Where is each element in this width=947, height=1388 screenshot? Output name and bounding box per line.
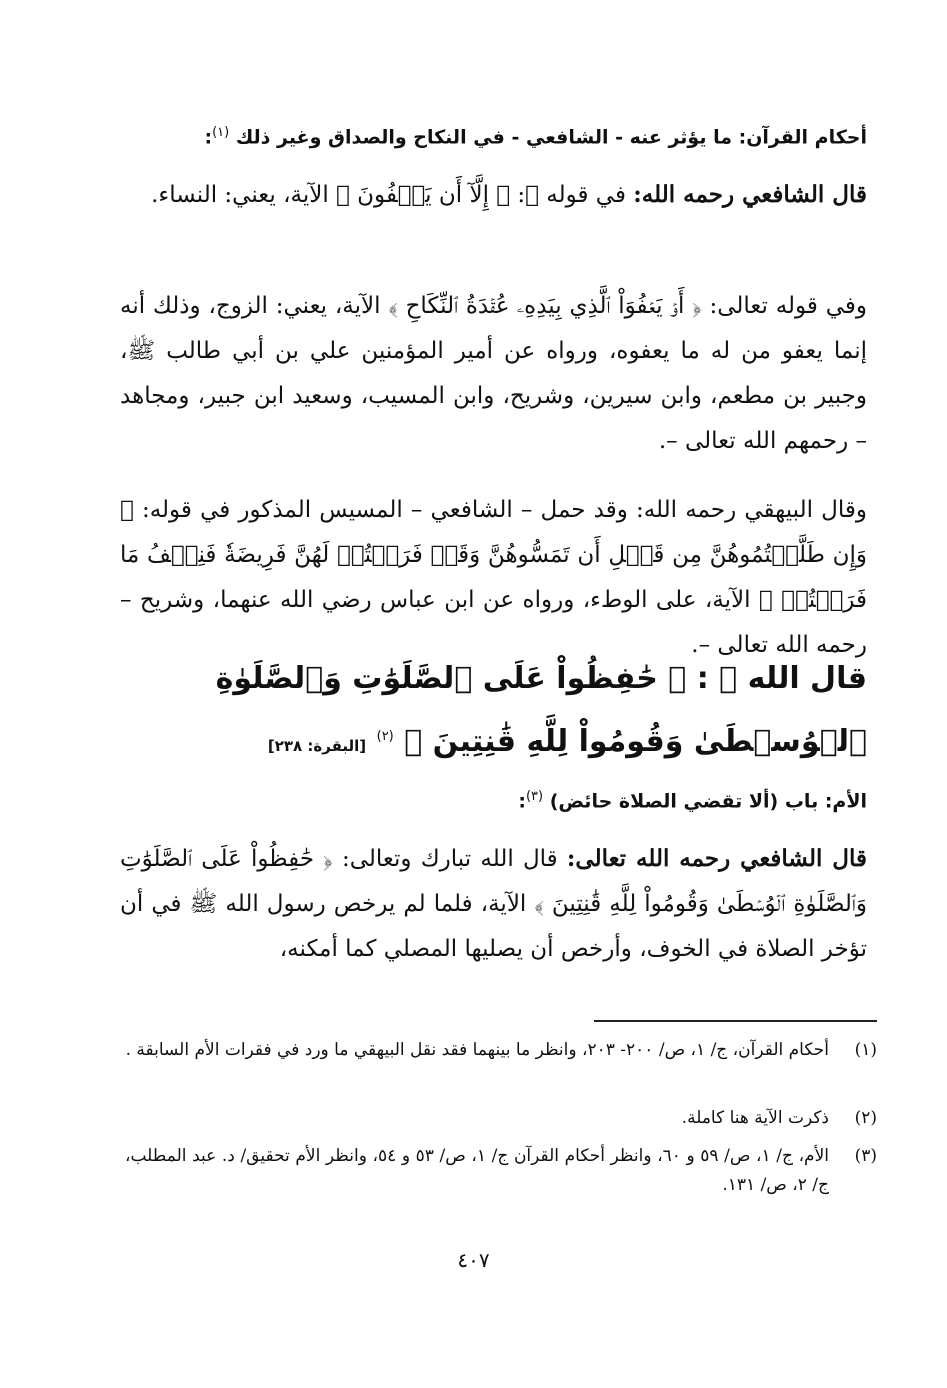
verse-intro: قال الله ﷻ :	[696, 661, 867, 696]
footnote-ref-2: (٢)	[376, 729, 394, 744]
quran-verse-block	[120, 650, 867, 775]
heading-text: الأم: باب (ألا تقضي الصلاة حائض)	[549, 790, 867, 813]
footnote-number: (٣)	[854, 1146, 877, 1166]
footnote-separator	[594, 1020, 877, 1022]
footnote-ref-1: (١)	[212, 125, 230, 140]
paragraph-text: وقال البيهقي رحمه الله: وقد حمل – الشافعي – المسيس المذكور في قوله: ﴿ وَإِن طَلَّقۡتُمُوهُنَّ مِن قَبۡلِ أَن تَمَسُّوهُنَّ وَقَدۡ فَرَضۡتُمۡ لَهُنَّ فَرِيضَةٗ فَنِصۡفُ مَا فَرَضۡتُمۡ ﴾ الآية، على الوطء، ورواه عن ابن عباس رضي الله عنهما، وشريح – رحمه الله تعالى –.	[120, 497, 867, 658]
speaker-label: قال الشافعي رحمه الله تعالى:	[566, 845, 867, 872]
paragraph-shafii-2	[120, 836, 867, 972]
footnote-text: الأم، ج/ ١، ص/ ٥٩ و ٦٠، وانظر أحكام القرآن ج/ ١، ص/ ٥٣ و ٥٤، وانظر الأم تحقيق/ د. عبد المطلب، ج/ ٢، ص/ ١٣١.	[125, 1146, 829, 1195]
paragraph-text: وفي قوله تعالى: ﴿ أَوۡ يَعۡفُوَاْ ٱلَّذِي بِيَدِهِۦ عُقۡدَةُ ٱلنِّكَاحِ ﴾ الآية، يعني: الزوج، وذلك أنه إنما يعفو من له ما يعفوه، ورواه عن أمير المؤمنين علي بن أبي طالب ﷺ، وجبير بن مطعم، وابن سيرين، وشريح، وابن المسيب، وسعيد ابن جبير، ومجاهد – رحمهم الله تعالى –.	[120, 293, 867, 454]
footnote-number: (٢)	[854, 1108, 877, 1128]
footnote-3	[125, 1142, 877, 1200]
footnote-text: أحكام القرآن، ج/ ١، ص/ ٢٠٠- ٢٠٣، وانظر ما بينهما فقد نقل البيهقي ما ورد في فقرات الأم السابقة .	[125, 1040, 829, 1060]
paragraph-bayhaqi	[120, 488, 867, 668]
heading-colon: :	[204, 126, 213, 149]
heading-colon: :	[518, 790, 526, 813]
section-heading-ahkam	[120, 118, 867, 152]
heading-text: أحكام القرآن: ما يؤثر عنه - الشافعي - في النكاح والصداق وغير ذلك	[235, 126, 867, 149]
footnote-2	[125, 1104, 877, 1133]
verse-text: ﴿ حَٰفِظُواْ عَلَى ٱلصَّلَوَٰتِ وَٱلصَّلَوٰةِ ٱلۡوُسۡطَىٰ وَقُومُواْ لِلَّهِ قَٰنِتِينَ ﴾	[215, 661, 867, 759]
section-heading-umm	[120, 782, 867, 816]
paragraph-shafii-1	[120, 172, 867, 218]
paragraph-text: قال الله تبارك وتعالى: ﴿ حَٰفِظُواْ عَلَى ٱلصَّلَوَٰتِ وَٱلصَّلَوٰةِ ٱلۡوُسۡطَىٰ وَقُومُواْ لِلَّهِ قَٰنِتِينَ ﴾ الآية، فلما لم يرخص رسول الله ﷺ في أن تؤخر الصلاة في الخوف، وأرخص أن يصليها المصلي كما أمكنه،	[120, 846, 867, 962]
footnote-1	[125, 1036, 877, 1065]
footnote-ref-3: (٣)	[525, 789, 544, 804]
footnote-number: (١)	[854, 1040, 877, 1060]
page-number: ٤٠٧	[457, 1248, 490, 1272]
verse-citation: [البقرة: ٢٣٨]	[267, 737, 367, 755]
speaker-label: قال الشافعي رحمه الله:	[633, 181, 867, 208]
paragraph-text: في قوله ﷻ: ﴿ إِلَّآ أَن يَعۡفُونَ ﴾ الآية، يعني: النساء.	[151, 182, 626, 208]
paragraph-husband	[120, 284, 867, 464]
footnote-text: ذكرت الآية هنا كاملة.	[681, 1108, 829, 1128]
